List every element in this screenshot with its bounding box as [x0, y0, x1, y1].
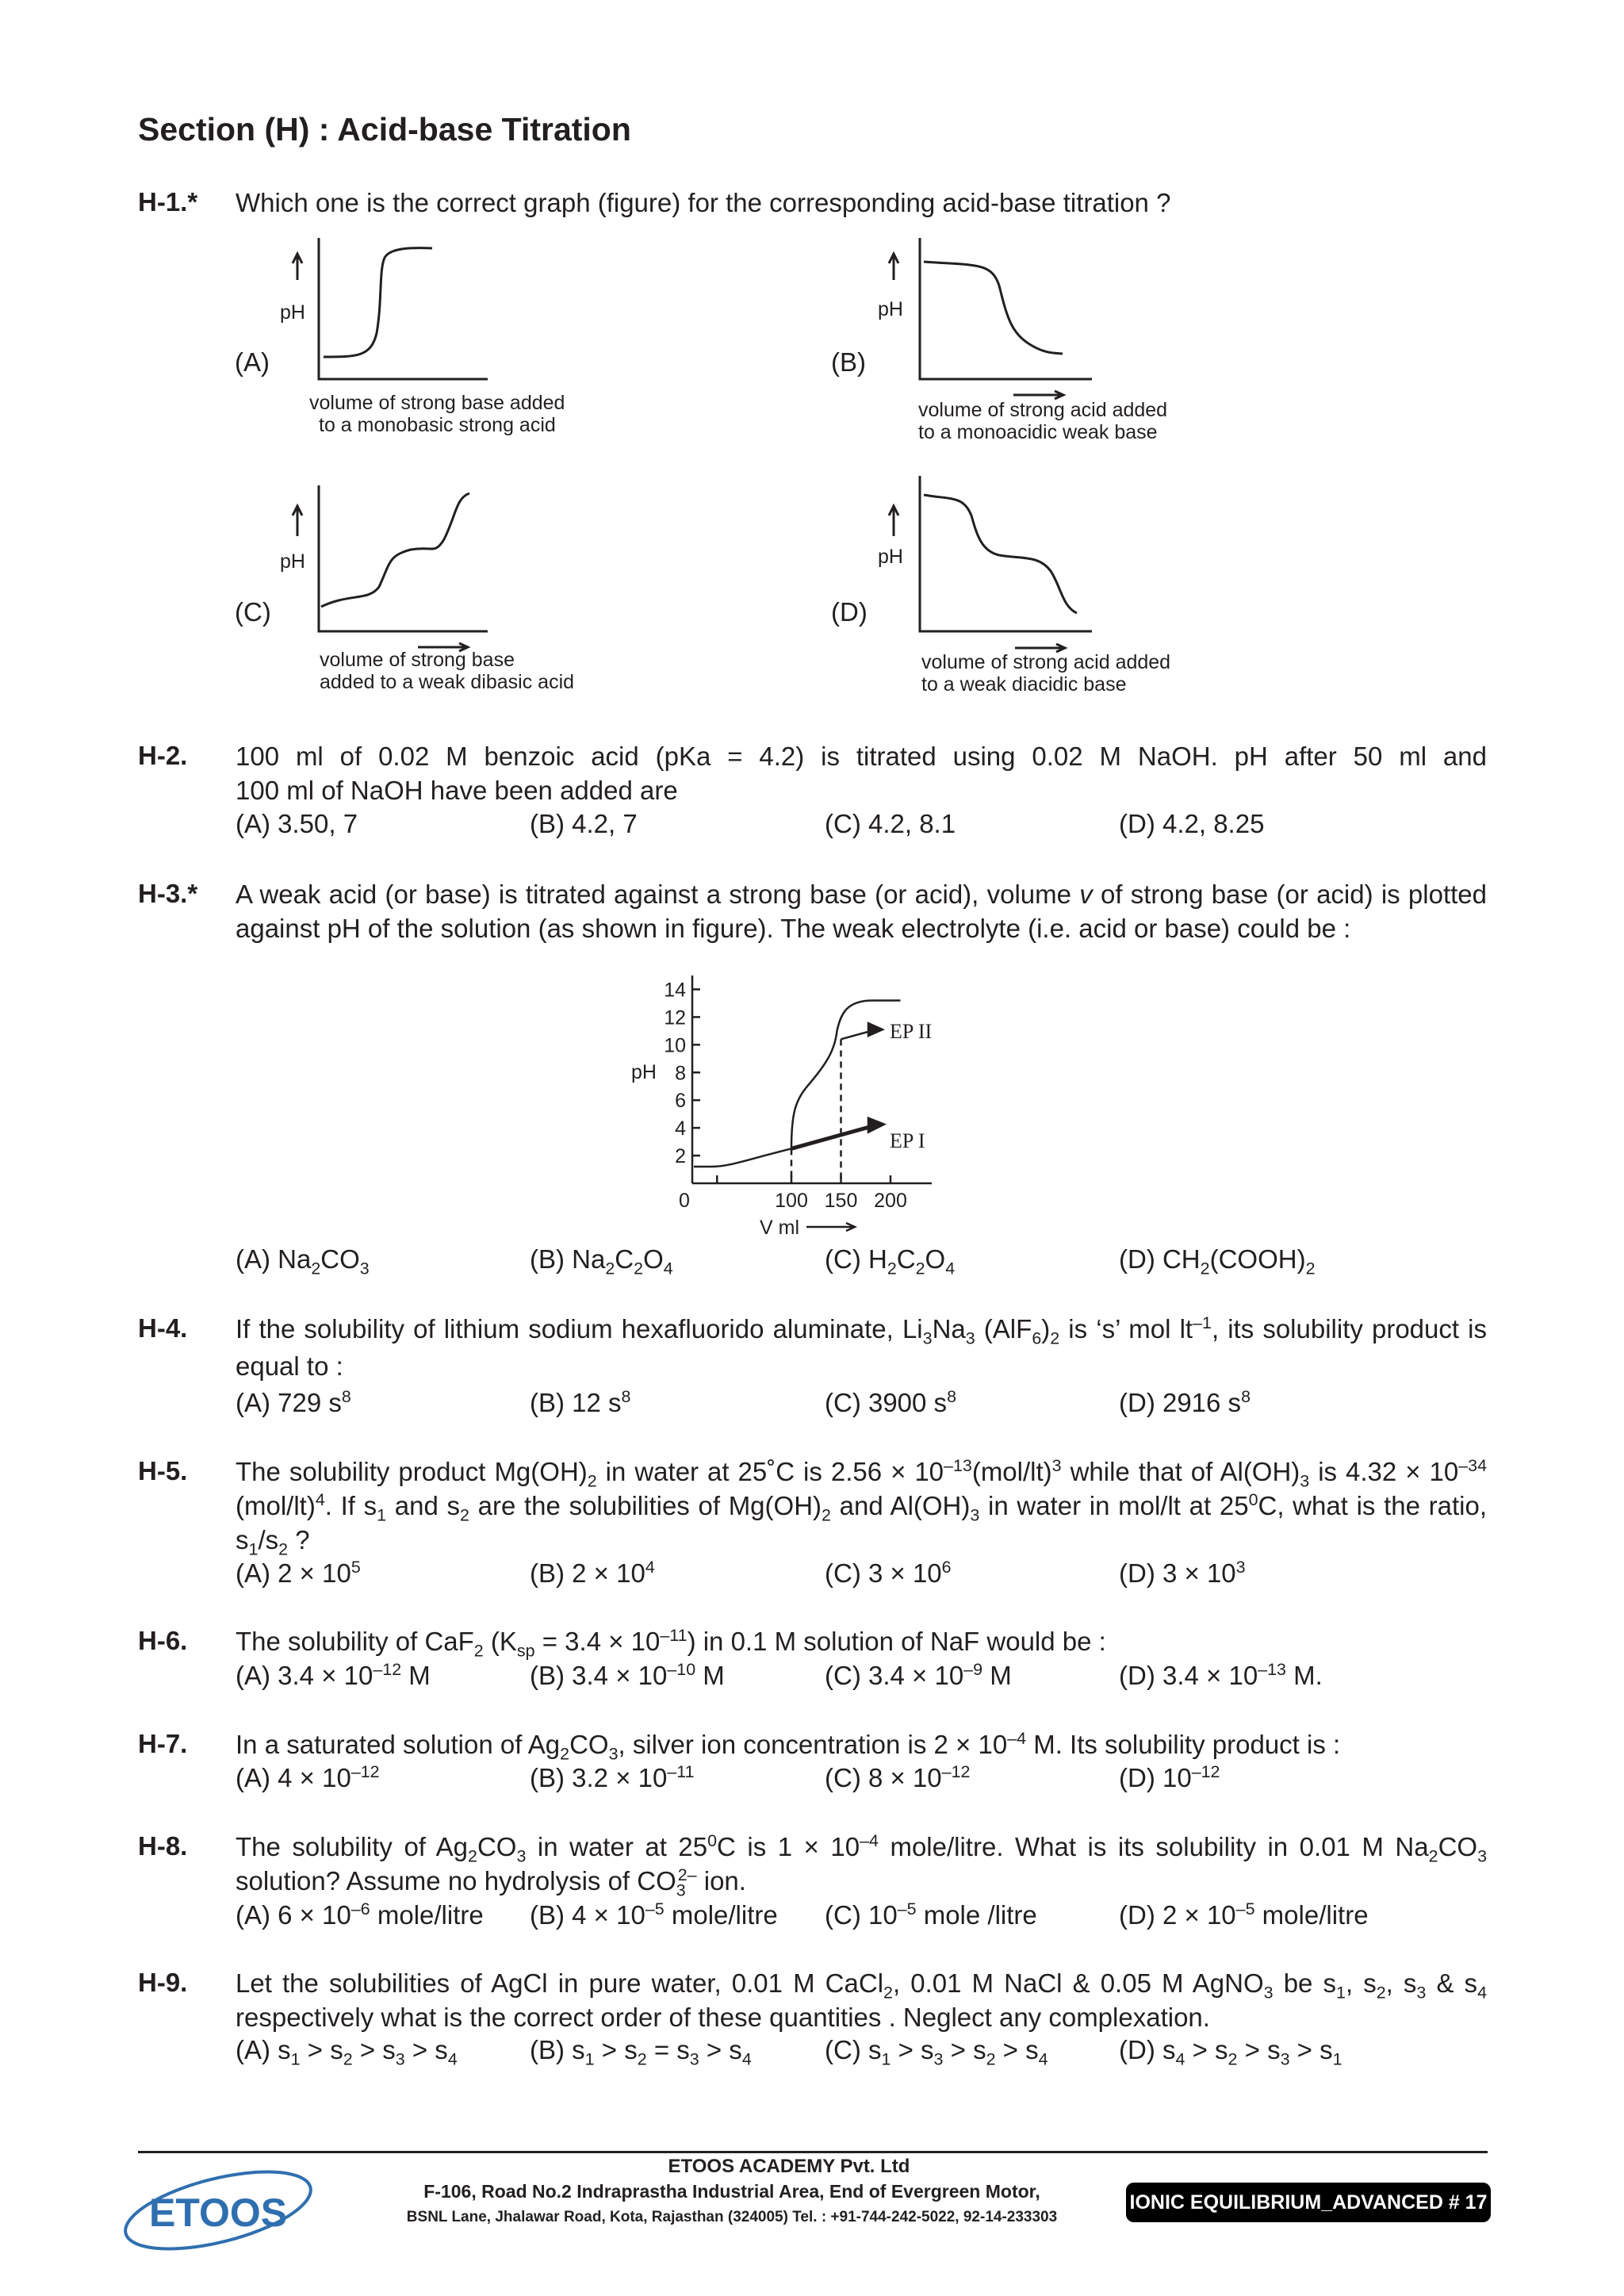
question-text-line-2: equal to :: [236, 1351, 343, 1381]
question-text: The solubility of CaF$_2$ $(K_{sp} = 3.4 \times 10^{-11})$ in 0.1 M solution of NaF would be :: [236, 1626, 1106, 1661]
option-b: (B) $3.4 \times 10^{-10}$ M: [530, 1660, 725, 1690]
y-tick-label: 6: [675, 1090, 686, 1113]
x-tick-label: 200: [874, 1190, 907, 1212]
question-text: Which one is the correct graph (figure) for the corresponding acid-base titration ?: [236, 188, 1171, 217]
question-text-line-2: solution? Assume no hydrolysis of $CO_3^{2-}$ ion.: [236, 1865, 746, 1900]
option-c: (C) 4.2, 8.1: [825, 809, 956, 838]
question-number: H-4.: [138, 1313, 188, 1343]
chart-xlabel: V ml: [760, 1217, 799, 1239]
option-d: (D) $2 \times 10^{-5}$ mole/litre: [1119, 1899, 1369, 1930]
y-tick-label: 12: [664, 1006, 686, 1029]
question-text-line-1: The solubility product $Mg(OH)_2$ in water at 25˚C is $2.56 \times 10^{-13}(mol/lt)^3$ while that of $Al(OH)_3$ is $4.32 \times 10^{-34}$: [236, 1456, 1487, 1491]
chart-ylabel: pH: [631, 1061, 657, 1083]
x-tick-label: 100: [775, 1190, 808, 1212]
ep2-arrowhead: [868, 1023, 883, 1036]
figure-b-caption-2: to a monoacidic weak base: [918, 421, 1158, 443]
option-d: (D) $3.4 \times 10^{-13}$ M.: [1119, 1660, 1323, 1690]
option-c: (C) $H_2C_2O_4$: [825, 1244, 956, 1278]
ph-titration-chart: [611, 960, 967, 1253]
etoos-logo-icon: [111, 2161, 333, 2256]
ep2-label: EP II: [890, 1020, 933, 1043]
question-text-line-1: The solubility of $Ag_2CO_3$ in water at $25^0C$ is $1 \times 10^{-4}$ mole/litre. What is its solubility in 0.01 M $Na_2CO_3$: [236, 1831, 1487, 1866]
figure-c-ylabel: pH: [280, 550, 305, 573]
option-c: (C) $3 \times 10^6$: [825, 1558, 952, 1588]
x-tick-label: 150: [824, 1190, 858, 1212]
option-b: (B) $3.2 \times 10^{-11}$: [530, 1762, 695, 1792]
question-text-line-1: Let the solubilities of AgCl in pure water, 0.01 M CaCl$_2$, 0.01 M NaCl & 0.05 M AgNO$_3$ be $s_1$, $s_2$, $s_3$ & $s_4$: [236, 1968, 1487, 2003]
figure-c-letter: (C): [235, 597, 271, 627]
option-d: (D) $s_4 > s_2 > s_3 > s_1$: [1119, 2035, 1342, 2069]
section-title: Section (H) : Acid-base Titration: [138, 111, 631, 148]
figure-c-graph: [293, 485, 488, 651]
option-d: (D) 4.2, 8.25: [1119, 809, 1265, 838]
option-a: (A) $Na_2CO_3$: [236, 1244, 370, 1278]
option-b: (B) 4.2, 7: [530, 809, 638, 838]
chart-xlabel-arrow: [805, 1219, 860, 1235]
y-tick-label: 8: [675, 1062, 686, 1085]
option-a: (A) $2 \times 10^5$: [236, 1558, 361, 1588]
option-d: (D) $CH_2(COOH)_2$: [1119, 1244, 1316, 1278]
y-tick-label: 10: [664, 1034, 686, 1057]
y-tick-label: 4: [675, 1117, 686, 1140]
figure-a-letter: (A): [235, 347, 270, 377]
y-tick-label: 2: [675, 1145, 686, 1168]
option-c: (C) $s_1 > s_3 > s_2 > s_4$: [825, 2035, 1048, 2069]
figure-d-caption-1: volume of strong acid added: [921, 651, 1171, 673]
question-text-line-2: 100 ml of NaOH have been added are: [236, 776, 678, 805]
option-a: (A) $4 \times 10^{-12}$: [236, 1762, 380, 1792]
option-b: (B) $4 \times 10^{-5}$ mole/litre: [530, 1899, 778, 1930]
y-tick-label: 14: [664, 979, 686, 1002]
question-text-line-2: against pH of the solution (as shown in figure). The weak electrolyte (i.e. acid or base) could be :: [236, 914, 1351, 943]
option-b: (B) $s_1 > s_2 = s_3 > s_4$: [530, 2035, 752, 2069]
figure-b-letter: (B): [831, 347, 866, 377]
figure-d-caption-2: to a weak diacidic base: [921, 673, 1127, 696]
x-tick-label: 0: [679, 1190, 690, 1212]
question-number: H-1.*: [138, 187, 198, 217]
logo-text: ETOOS: [149, 2191, 288, 2235]
option-b: (B) $Na_2C_2O_4$: [530, 1244, 673, 1278]
option-c: (C) $8 \times 10^{-12}$: [825, 1762, 971, 1792]
ep1-arrow: [791, 1125, 876, 1149]
question-text-line-1: A weak acid (or base) is titrated against a strong base (or acid), volume v of strong base (or acid) is plotted: [236, 880, 1487, 909]
question-number: H-5.: [138, 1456, 188, 1485]
question-number: H-3.*: [138, 879, 198, 908]
option-a: (A) $s_1 > s_2 > s_3 > s_4$: [236, 2035, 458, 2069]
question-text-line-2: respectively what is the correct order of these quantities . Neglect any complexation.: [236, 2003, 1210, 2032]
option-d: (D) $10^{-12}$: [1119, 1762, 1220, 1792]
option-c: (C) $10^{-5}$ mole /litre: [825, 1899, 1037, 1930]
figure-d-graph: [889, 476, 1092, 652]
figure-a-ylabel: pH: [280, 301, 305, 324]
question-number: H-8.: [138, 1831, 188, 1861]
question-text: In a saturated solution of $Ag_2CO_3$, silver ion concentration is $2 \times 10^{-4}$ M. Its solubility product is :: [236, 1729, 1341, 1764]
option-d: (D) $3 \times 10^3$: [1119, 1558, 1246, 1588]
option-a: (A) $3.4 \times 10^{-12}$ M: [236, 1660, 431, 1690]
footer-address-2: BSNL Lane, Jhalawar Road, Kota, Rajasthan (324005) Tel. : +91-744-242-5022, 92-14-233303: [406, 2209, 1058, 2225]
question-number: H-9.: [138, 1968, 188, 1997]
footer-company: ETOOS ACADEMY Pvt. Ltd: [668, 2156, 910, 2177]
question-number: H-6.: [138, 1626, 188, 1655]
question-text-line-1: 100 ml of 0.02 M benzoic acid (pKa = 4.2) is titrated using 0.02 M NaOH. pH after 50 ml and: [236, 742, 1487, 771]
option-d: (D) 2916 $s^8$: [1119, 1387, 1251, 1417]
ep1-arrowhead: [868, 1118, 884, 1133]
option-a: (A) 729 $s^8$: [236, 1387, 351, 1417]
option-b: (B) $2 \times 10^4$: [530, 1558, 655, 1588]
figure-d-letter: (D): [831, 597, 868, 627]
figure-b-graph: [889, 238, 1092, 379]
footer-address-1: F-106, Road No.2 Indraprastha Industrial Area, End of Evergreen Motor,: [423, 2181, 1040, 2202]
footer-divider: [138, 2151, 1488, 2153]
figure-c-caption-2: added to a weak dibasic acid: [320, 671, 575, 693]
figure-a-caption-1: volume of strong base added: [309, 392, 565, 414]
page-badge: IONIC EQUILIBRIUM_ADVANCED # 17: [1126, 2183, 1491, 2222]
figure-b-caption-1: volume of strong acid added: [918, 399, 1168, 421]
question-text-line-2: $(mol/lt)^4$. If $s_1$ and $s_2$ are the solubilities of $Mg(OH)_2$ and $Al(OH)_3$ in water in mol/lt at $25^0C$, what is the ratio,: [236, 1490, 1488, 1525]
option-a: (A) $6 \times 10^{-6}$ mole/litre: [236, 1899, 484, 1930]
question-number: H-7.: [138, 1729, 188, 1758]
figure-b-ylabel: pH: [878, 298, 903, 320]
option-a: (A) 3.50, 7: [236, 809, 358, 838]
figure-d-ylabel: pH: [878, 546, 903, 568]
option-c: (C) 3900 $s^8$: [825, 1387, 956, 1417]
ep1-label: EP I: [890, 1129, 925, 1152]
option-c: (C) $3.4 \times 10^{-9}$ M: [825, 1660, 1012, 1690]
option-b: (B) 12 $s^8$: [530, 1387, 631, 1417]
question-text-line-1: If the solubility of lithium sodium hexafluorido aluminate, $Li_3Na_3$ $(AlF_6)_2$ is ‘s’ mol $lt^{-1}$, its solubility product is: [236, 1313, 1487, 1348]
figure-a-caption-2: to a monobasic strong acid: [319, 414, 556, 436]
question-text-line-3: $s_1/s_2$ ?: [236, 1525, 310, 1559]
figure-c-caption-1: volume of strong base: [320, 649, 515, 671]
question-number: H-2.: [138, 741, 188, 770]
